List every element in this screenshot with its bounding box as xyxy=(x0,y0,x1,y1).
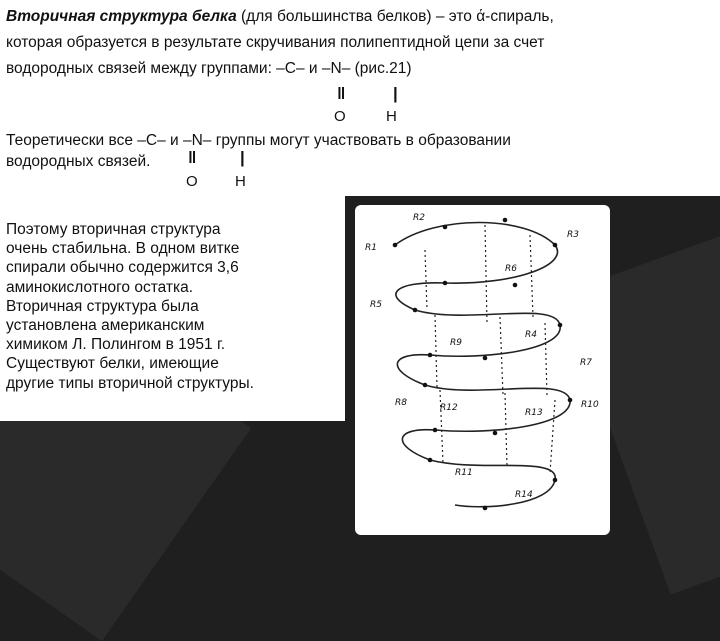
oxygen-label: O xyxy=(334,108,346,125)
paragraph-line: очень стабильна. В одном витке xyxy=(6,240,240,258)
residue-label: R4 xyxy=(525,330,537,340)
residue-label: R13 xyxy=(525,408,543,418)
residue-label: R2 xyxy=(413,213,425,223)
alpha-helix-figure xyxy=(355,205,610,535)
term-highlight: Вторичная структура белка xyxy=(6,8,237,25)
residue-label: R10 xyxy=(581,400,599,410)
paragraph-line: Существуют белки, имеющие xyxy=(6,355,219,373)
double-bond-mark: ‖ xyxy=(337,84,346,103)
intro-line-3: водородных связей между группами: –C– и –N– (рис.21) xyxy=(6,60,412,77)
theory-oxygen-label: O xyxy=(186,173,198,190)
paragraph-line: другие типы вторичной структуры. xyxy=(6,374,254,392)
residue-label: R11 xyxy=(455,468,473,478)
residue-label: R6 xyxy=(505,264,517,274)
intro-line-1: Вторичная структура белка (для большинства белков) – это ά-спираль, xyxy=(6,8,554,25)
residue-label: R9 xyxy=(450,338,462,348)
paragraph-line: аминокислотного остатка. xyxy=(6,278,194,296)
residue-label: R1 xyxy=(365,243,377,253)
explanation-paragraph xyxy=(6,220,336,393)
paragraph-line: Поэтому вторичная структура xyxy=(6,221,221,238)
theory-double-bond-mark: ‖ xyxy=(188,148,197,167)
intro-line-2: которая образуется в результате скручивания полипептидной цепи за счет xyxy=(6,34,545,51)
residue-label: R5 xyxy=(370,300,382,310)
alpha-helix-diagram xyxy=(355,205,610,535)
hydrogen-label: H xyxy=(386,108,397,125)
residue-label: R12 xyxy=(440,403,458,413)
residue-label: R3 xyxy=(567,230,579,240)
residue-label: R7 xyxy=(580,358,592,368)
residue-label: R14 xyxy=(515,490,533,500)
residue-label: R8 xyxy=(395,398,407,408)
paragraph-line: спирали обычно содержится 3,6 xyxy=(6,259,239,277)
paragraph-line: химиком Л. Полингом в 1951 г. xyxy=(6,336,226,354)
paragraph-line: установлена американским xyxy=(6,317,205,335)
theory-single-bond-mark: | xyxy=(240,148,245,167)
theory-line-1: Теоретически все –C– и –N– группы могут участвовать в образовании xyxy=(6,132,511,149)
paragraph-line: Вторичная структура была xyxy=(6,297,199,315)
single-bond-mark: | xyxy=(393,84,398,103)
theory-hydrogen-label: H xyxy=(235,173,246,190)
theory-line-2: водородных связей. xyxy=(6,153,151,170)
